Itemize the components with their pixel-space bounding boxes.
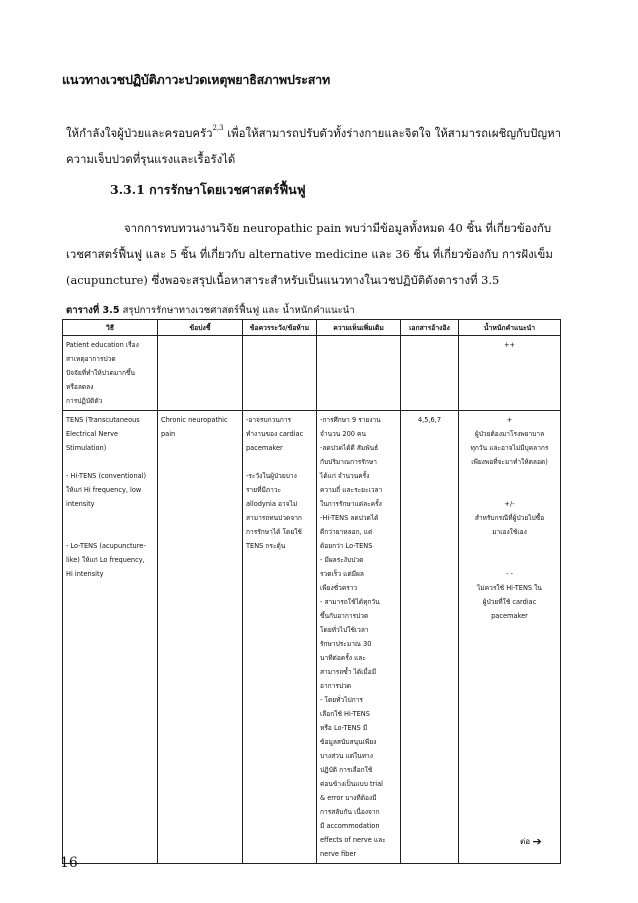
cell-caution: -อาจรบกวนการ ทำงานของ cardiac pacemaker -ระวังในผู้ป่วยบาง รายที่มีภาวะ allodynia อาจไม่ สามารถทนปวดจาก การรักษาได้ โดยใช้ TENS กระตุ้น bbox=[243, 411, 317, 864]
header-method: วิธี bbox=[63, 320, 158, 336]
cell-indication: Chronic neuropathic pain bbox=[158, 411, 243, 864]
table-row bbox=[63, 336, 561, 411]
continued-label: ต่อ bbox=[520, 837, 530, 846]
header-reference: เอกสารอ้างอิง bbox=[401, 320, 459, 336]
cell-method: TENS (Transcutaneous Electrical Nerve Stimulation) - Hi-TENS (conventional) ให้แก่ Hi frequency, low intensity - Lo-TENS (acupuncture- like) ให้แก่ Lo frequency, Hi intensity bbox=[63, 411, 158, 864]
cell-indication bbox=[158, 336, 243, 411]
rehab-treatment-table bbox=[62, 319, 561, 864]
continued-indicator bbox=[520, 835, 542, 848]
cell-recommendation: ++ bbox=[459, 336, 561, 411]
table-caption-label: ตารางที่ 3.5 bbox=[66, 305, 120, 316]
table-caption-text: สรุปการรักษาทางเวชศาสตร์ฟื้นฟู และ น้ำหนักคำแนะนำ bbox=[119, 305, 355, 316]
body-paragraph: จากการทบทวนงานวิจัย neuropathic pain พบว่ามีข้อมูลทั้งหมด 40 ชิ้น ที่เกี่ยวข้องกับเวชศาสตร์ฟื้นฟู และ 5 ชิ้น ที่เกี่ยวกับ alternative medicine และ 36 ชิ้น ที่เกี่ยวข้องกับ การฝังเข็ม (acupuncture) ซึ่งพอจะสรุปเนื้อหาสาระสำหรับเป็นแนวทางในเวชปฏิบัติดังตารางที่ 3.5 bbox=[66, 221, 553, 287]
cell-comment bbox=[317, 336, 401, 411]
table-header-row bbox=[63, 320, 561, 336]
cell-caution bbox=[243, 336, 317, 411]
intro-paragraph bbox=[66, 120, 562, 172]
section-heading: 3.3.1 การรักษาโดยเวชศาสตร์ฟื้นฟู bbox=[110, 182, 306, 197]
header-comment: ความเห็นเพิ่มเติม bbox=[317, 320, 401, 336]
header-indication: ข้อบ่งชี้ bbox=[158, 320, 243, 336]
cell-recommendation: + ผู้ป่วยต้องมาโรงพยาบาล ทุกวัน และอาจไม่มีบุคลากร เพียงพอที่จะมาทำให้ตลอด) +/- สำหรับกรณีที่ผู้ป่วยไปซื้อ มาเองใช้เอง - - ไม่ควรใช้ Hi-TENS ใน ผู้ป่วยที่ใช้ cardiac pacemaker bbox=[459, 411, 561, 864]
table-caption bbox=[66, 303, 355, 318]
citation-superscript: 2,3 bbox=[212, 124, 224, 132]
cell-reference bbox=[401, 336, 459, 411]
cell-reference: 4,5,6,7 bbox=[401, 411, 459, 864]
intro-text-start: ให้กำลังใจผู้ป่วยและครอบครัว bbox=[66, 126, 213, 140]
intro-text-end: เพื่อให้สามารถปรับตัวทั้งร่างกายและจิตใจ ให้สามารถเผชิญกับปัญหาความเจ็บปวดที่รุนแรงและเรื้อรังได้ bbox=[66, 126, 562, 166]
cell-method: Patient education เรื่อง สาเหตุอาการปวด ปัจจัยที่ทำให้ปวดมากขึ้น หรือลดลง การปฏิบัติตัว bbox=[63, 336, 158, 411]
header-recommendation: น้ำหนักคำแนะนำ bbox=[459, 320, 561, 336]
running-header: แนวทางเวชปฏิบัติภาวะปวดเหตุพยาธิสภาพประสาท bbox=[62, 72, 331, 87]
arrow-right-icon: ➔ bbox=[532, 835, 542, 848]
page-number: 16 bbox=[60, 855, 78, 871]
table-row bbox=[63, 411, 561, 864]
header-caution: ข้อควรระวัง/ข้อห้าม bbox=[243, 320, 317, 336]
cell-comment: -การศึกษา 9 รายงาน จำนวน 200 คน -ลดปวดได้ดี สัมพันธ์ กับปริมาณการรักษา ได้แก่ จำนวนครั้ง ความถี่ และระยะเวลา ในการรักษาแต่ละครั้ง -Hi-TENS ลดปวดได้ ดีกว่ายาหลอก, แต่ ด้อยกว่า Lo-TENS - มีผลระงับปวด รวดเร็ว แต่มีผล เพียงชั่วคราว - สามารถใช้ได้ทุกวัน ขึ้นกับอาการปวด โดยทั่วไปใช้เวลา รักษาประมาณ 30 นาทีต่อครั้ง และ สามารถซ้ำ ได้เมื่อมี อาการปวด - โดยทั่วไปการ เลือกใช้ Hi-TENS หรือ Lo-TENS มี ข้อมูลสนับสนุนเพียง บางส่วน แต่ในทาง ปฏิบัติ การเลือกใช้ ค่อนข้างเป็นแบบ trial & error บางทีต้องมี การสลับกัน เนื่องจาก มี accommodation effects of nerve และ nerve fiber bbox=[317, 411, 401, 864]
